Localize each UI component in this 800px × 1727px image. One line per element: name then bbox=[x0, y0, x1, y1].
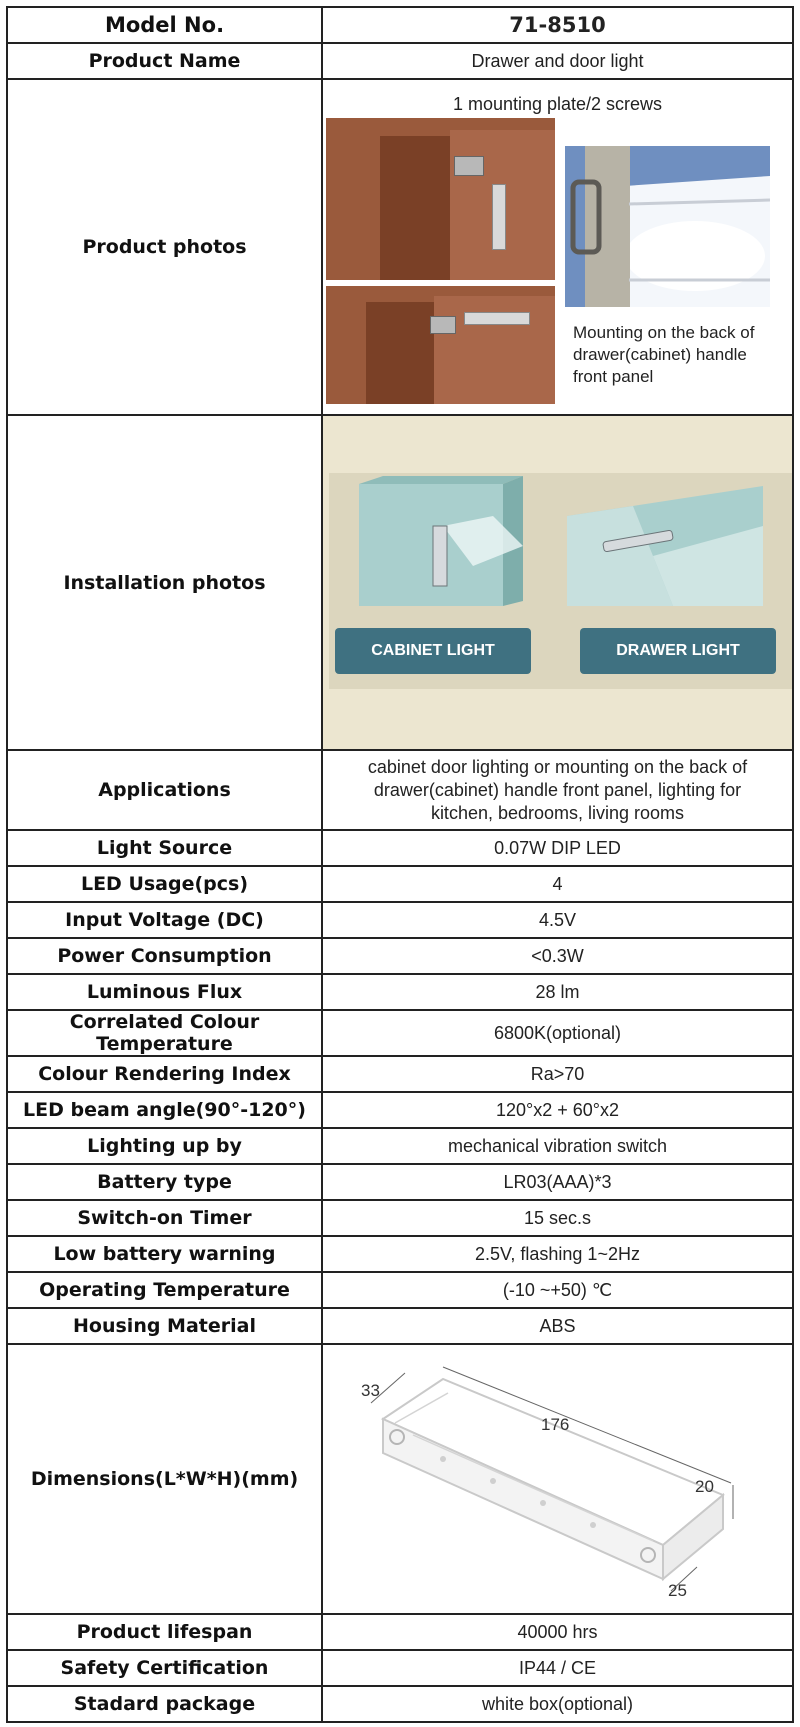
power-consumption-value: <0.3W bbox=[322, 938, 793, 974]
product-photos-label: Product photos bbox=[7, 79, 322, 415]
switch-on-timer-value: 15 sec.s bbox=[322, 1200, 793, 1236]
dimension-width: 33 bbox=[361, 1381, 380, 1400]
input-voltage-value: 4.5V bbox=[322, 902, 793, 938]
row-lifespan bbox=[7, 1614, 793, 1650]
dimension-length: 176 bbox=[541, 1415, 570, 1434]
input-voltage-label: Input Voltage (DC) bbox=[7, 902, 322, 938]
row-operating-temp bbox=[7, 1272, 793, 1308]
row-light-source bbox=[7, 830, 793, 866]
housing-material-value: ABS bbox=[322, 1308, 793, 1344]
row-model-no bbox=[7, 7, 793, 43]
product-photos-top-caption: 1 mounting plate/2 screws bbox=[452, 94, 663, 114]
cri-label: Colour Rendering Index bbox=[7, 1056, 322, 1092]
cabinet-hinge-photo bbox=[326, 286, 555, 404]
product-photos-right-caption: Mounting on the back of drawer(cabinet) handle front panel bbox=[573, 323, 755, 386]
power-consumption-label: Power Consumption bbox=[7, 938, 322, 974]
applications-text: cabinet door lighting or mounting on the back of drawer(cabinet) handle front panel, lighting for kitchen, bedrooms, living rooms bbox=[367, 756, 748, 823]
row-led-usage bbox=[7, 866, 793, 902]
battery-type-value: LR03(AAA)*3 bbox=[322, 1164, 793, 1200]
installation-photos-cell bbox=[322, 415, 793, 750]
light-source-label: Light Source bbox=[7, 830, 322, 866]
housing-material-label: Housing Material bbox=[7, 1308, 322, 1344]
safety-label: Safety Certification bbox=[7, 1650, 322, 1686]
luminous-flux-label: Luminous Flux bbox=[7, 974, 322, 1010]
applications-value bbox=[322, 750, 793, 830]
package-value: white box(optional) bbox=[322, 1686, 793, 1722]
cabinet-light-badge: CABINET LIGHT bbox=[335, 628, 531, 674]
row-switch-on-timer bbox=[7, 1200, 793, 1236]
row-low-battery bbox=[7, 1236, 793, 1272]
row-safety bbox=[7, 1650, 793, 1686]
beam-angle-value: 120°x2 + 60°x2 bbox=[322, 1092, 793, 1128]
row-product-name bbox=[7, 43, 793, 79]
model-no-value: 71-8510 bbox=[322, 7, 793, 43]
row-product-photos bbox=[7, 79, 793, 415]
applications-label: Applications bbox=[7, 750, 322, 830]
drawer-illustration bbox=[565, 146, 770, 307]
led-usage-label: LED Usage(pcs) bbox=[7, 866, 322, 902]
product-name-label: Product Name bbox=[7, 43, 322, 79]
row-dimensions bbox=[7, 1344, 793, 1614]
beam-angle-label: LED beam angle(90°-120°) bbox=[7, 1092, 322, 1128]
low-battery-label: Low battery warning bbox=[7, 1236, 322, 1272]
light-source-value: 0.07W DIP LED bbox=[322, 830, 793, 866]
drawer-light-badge: DRAWER LIGHT bbox=[580, 628, 776, 674]
dimension-height: 20 bbox=[695, 1477, 714, 1496]
led-usage-value: 4 bbox=[322, 866, 793, 902]
row-beam-angle bbox=[7, 1092, 793, 1128]
dimension-drawing bbox=[323, 1345, 794, 1613]
product-photos-cell bbox=[322, 79, 793, 415]
dimensions-label: Dimensions(L*W*H)(mm) bbox=[7, 1344, 322, 1614]
row-applications bbox=[7, 750, 793, 830]
installation-illustration bbox=[323, 416, 792, 749]
row-battery-type bbox=[7, 1164, 793, 1200]
row-package bbox=[7, 1686, 793, 1722]
row-lighting-up-by bbox=[7, 1128, 793, 1164]
drawer-photo bbox=[565, 146, 770, 307]
spec-table bbox=[6, 6, 794, 1723]
product-name-value: Drawer and door light bbox=[322, 43, 793, 79]
operating-temp-value: (-10 ~+50) ℃ bbox=[322, 1272, 793, 1308]
operating-temp-label: Operating Temperature bbox=[7, 1272, 322, 1308]
model-no-label: Model No. bbox=[7, 7, 322, 43]
row-cct bbox=[7, 1010, 793, 1056]
cct-value: 6800K(optional) bbox=[322, 1010, 793, 1056]
luminous-flux-value: 28 lm bbox=[322, 974, 793, 1010]
row-installation-photos bbox=[7, 415, 793, 750]
cri-value: Ra>70 bbox=[322, 1056, 793, 1092]
lighting-up-by-value: mechanical vibration switch bbox=[322, 1128, 793, 1164]
row-luminous-flux bbox=[7, 974, 793, 1010]
lifespan-value: 40000 hrs bbox=[322, 1614, 793, 1650]
safety-value: IP44 / CE bbox=[322, 1650, 793, 1686]
installation-photos-label: Installation photos bbox=[7, 415, 322, 750]
package-label: Stadard package bbox=[7, 1686, 322, 1722]
row-input-voltage bbox=[7, 902, 793, 938]
battery-type-label: Battery type bbox=[7, 1164, 322, 1200]
row-power-consumption bbox=[7, 938, 793, 974]
dimension-depth: 25 bbox=[668, 1581, 687, 1600]
cabinet-door-photo bbox=[326, 118, 555, 280]
lifespan-label: Product lifespan bbox=[7, 1614, 322, 1650]
switch-on-timer-label: Switch-on Timer bbox=[7, 1200, 322, 1236]
dimensions-cell bbox=[322, 1344, 793, 1614]
row-cri bbox=[7, 1056, 793, 1092]
row-housing-material bbox=[7, 1308, 793, 1344]
cct-label: Correlated Colour Temperature bbox=[7, 1010, 322, 1056]
low-battery-value: 2.5V, flashing 1~2Hz bbox=[322, 1236, 793, 1272]
lighting-up-by-label: Lighting up by bbox=[7, 1128, 322, 1164]
